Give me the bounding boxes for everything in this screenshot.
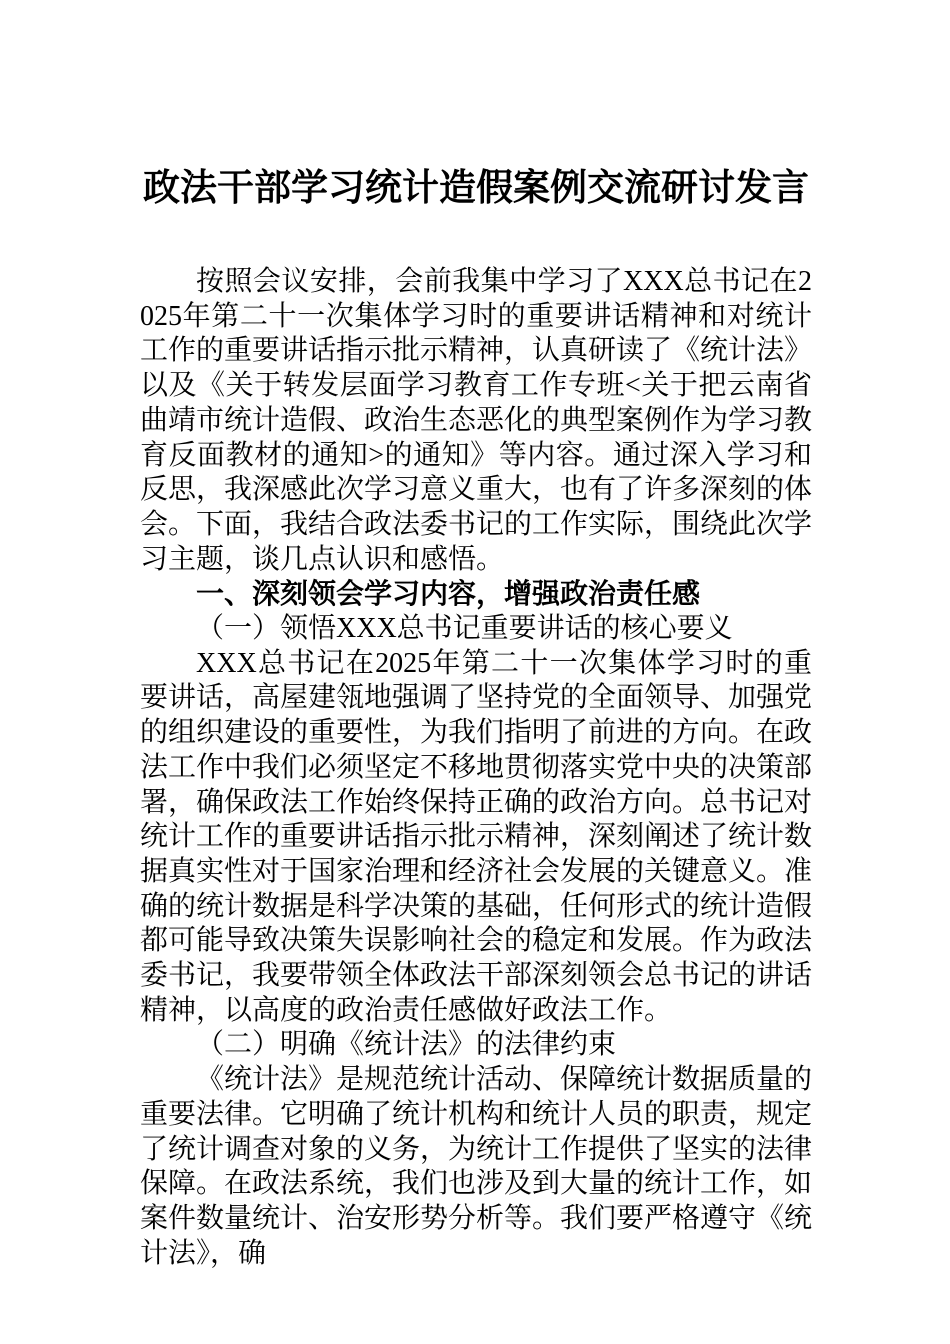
body-paragraph: 按照会议安排，会前我集中学习了XXX总书记在2025年第二十一次集体学习时的重要讲话精神和对统计工作的重要讲话指示批示精神，认真研读了《统计法》以及《关于转发层面学习教育工作专班<关于把云南省曲靖市统计造假、政治生态恶化的典型案例作为学习教育反面教材的通知>的通知》等内容。通过深入学习和反思，我深感此次学习意义重大，也有了许多深刻的体会。下面，我结合政法委书记的工作实际，围绕此次学习主题，谈几点认识和感悟。 [140, 266, 813, 575]
section-heading: （二）明确《统计法》的法律约束 [196, 1029, 617, 1061]
document-body [140, 265, 812, 1271]
document-title: 政法干部学习统计造假案例交流研讨发言 [143, 167, 809, 208]
section-heading: 一、深刻领会学习内容，增强政治责任感 [196, 578, 701, 610]
body-paragraph: 《统计法》是规范统计活动、保障统计数据质量的重要法律。它明确了统计机构和统计人员的职责，规定了统计调查对象的义务，为统计工作提供了坚实的法律保障。在政法系统，我们也涉及到大量的统计工作，如案件数量统计、治安形势分析等。我们要严格遵守《统计法》，确 [140, 1064, 813, 1269]
section-heading: （一）领悟XXX总书记重要讲话的核心要义 [196, 613, 733, 645]
body-paragraph: XXX总书记在2025年第二十一次集体学习时的重要讲话，高屋建瓴地强调了坚持党的全面领导、加强党的组织建设的重要性，为我们指明了前进的方向。在政法工作中我们必须坚定不移地贯彻落实党中央的决策部署，确保政法工作始终保持正确的政治方向。总书记对统计工作的重要讲话指示批示精神，深刻阐述了统计数据真实性对于国家治理和经济社会发展的关键意义。准确的统计数据是科学决策的基础，任何形式的统计造假都可能导致决策失误影响社会的稳定和发展。作为政法委书记，我要带领全体政法干部深刻领会总书记的讲话精神，以高度的政治责任感做好政法工作。 [140, 647, 813, 1026]
document-content [140, 166, 812, 1271]
